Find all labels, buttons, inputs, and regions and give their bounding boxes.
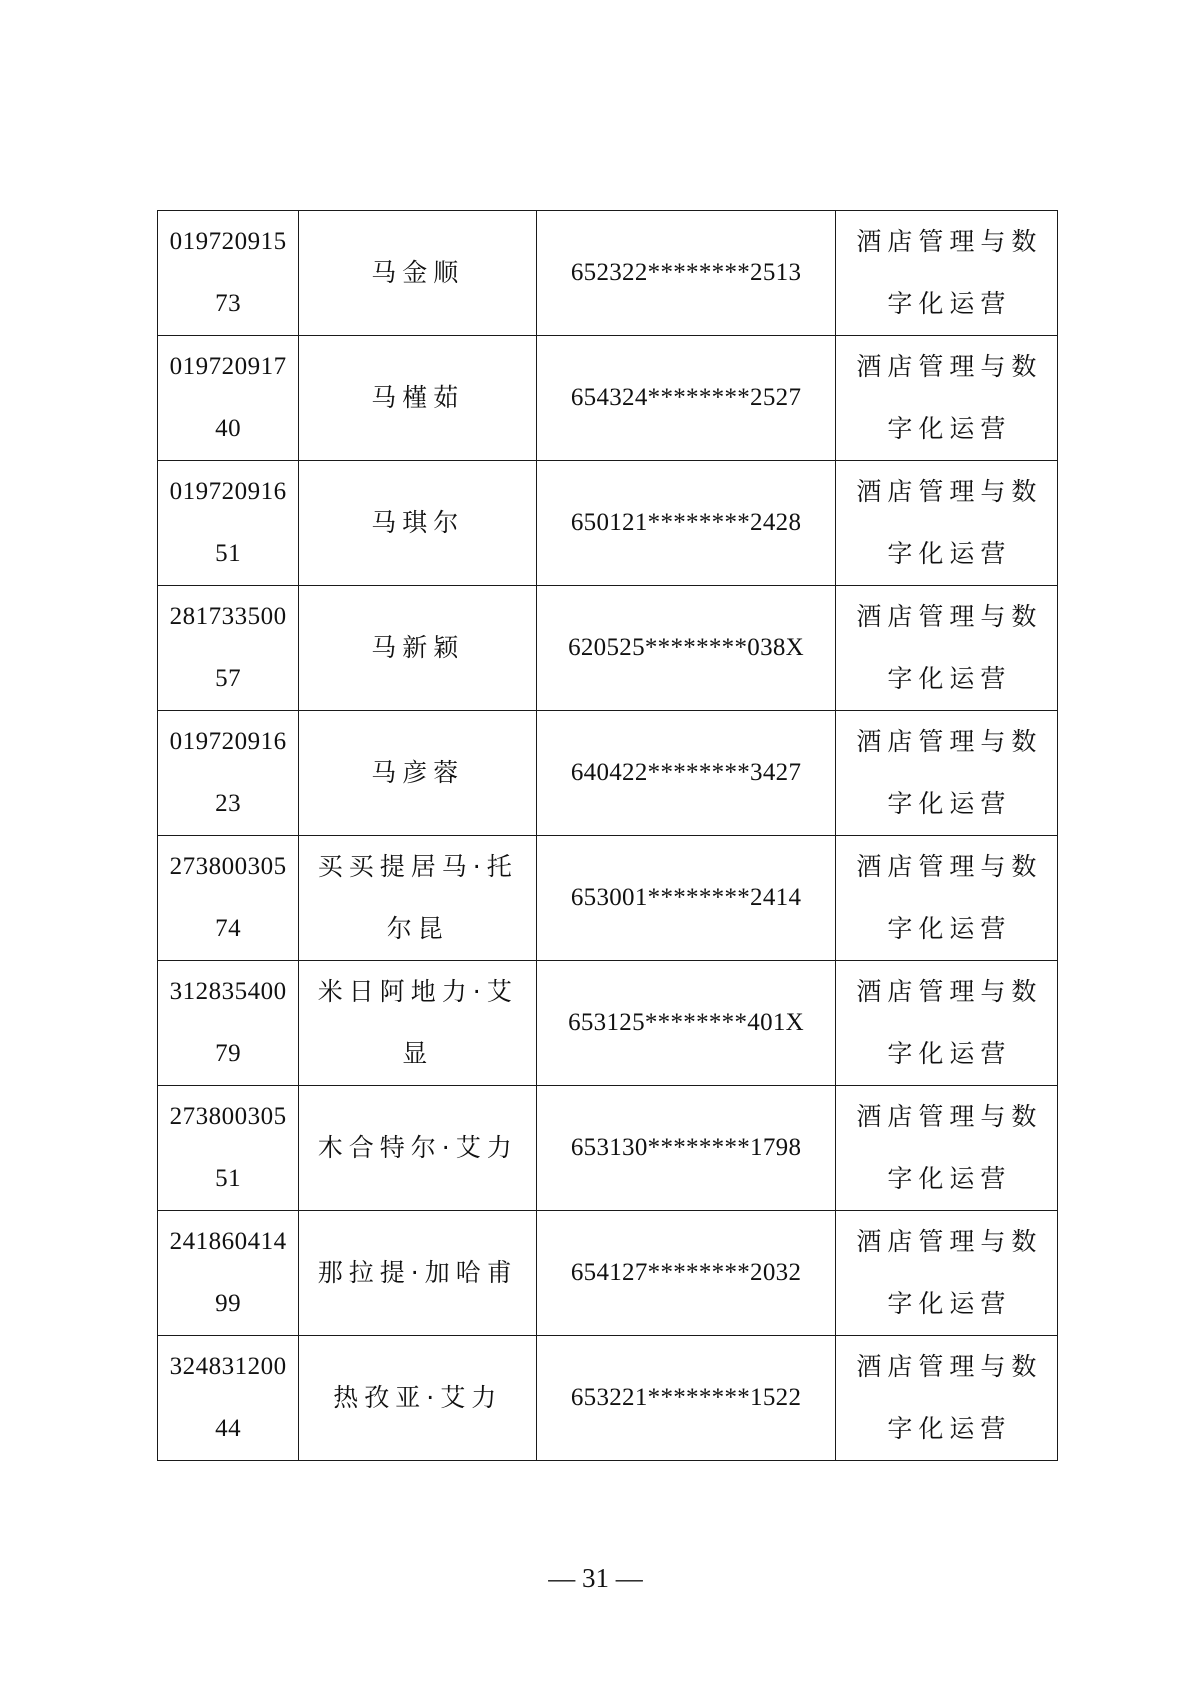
major-cell xyxy=(835,961,1057,1086)
exam-number-cell xyxy=(158,211,299,336)
student-name: 热孜亚·艾力 xyxy=(333,1383,503,1412)
major-cell xyxy=(835,586,1057,711)
student-name: 那拉提·加哈甫 xyxy=(317,1258,518,1287)
id-number: 654127********2032 xyxy=(570,1259,802,1286)
exam-number-cell xyxy=(158,1336,299,1461)
major-name: 酒店管理与数字化运营 xyxy=(856,227,1043,318)
name-cell xyxy=(299,586,537,711)
major-name: 酒店管理与数字化运营 xyxy=(856,727,1043,818)
major-cell xyxy=(835,711,1057,836)
exam-number: 01972091651 xyxy=(169,478,287,567)
roster-table-body xyxy=(158,211,1058,1461)
table-row xyxy=(158,1086,1058,1211)
major-name: 酒店管理与数字化运营 xyxy=(856,602,1043,693)
id-number-cell xyxy=(537,336,835,461)
major-name: 酒店管理与数字化运营 xyxy=(856,1227,1043,1318)
page-number: — 31 — xyxy=(548,1563,643,1593)
major-name: 酒店管理与数字化运营 xyxy=(856,1102,1043,1193)
student-name: 木合特尔·艾力 xyxy=(317,1133,518,1162)
name-cell xyxy=(299,461,537,586)
id-number: 653130********1798 xyxy=(570,1134,802,1161)
exam-number-cell xyxy=(158,336,299,461)
student-name: 马新颖 xyxy=(371,633,465,662)
exam-number-cell xyxy=(158,1086,299,1211)
exam-number-cell xyxy=(158,461,299,586)
student-name: 马槿茹 xyxy=(371,383,465,412)
major-name: 酒店管理与数字化运营 xyxy=(856,977,1043,1068)
exam-number: 01972091740 xyxy=(169,353,287,442)
major-cell xyxy=(835,1211,1057,1336)
id-number-cell xyxy=(537,586,835,711)
major-name: 酒店管理与数字化运营 xyxy=(856,352,1043,443)
major-name: 酒店管理与数字化运营 xyxy=(856,1352,1043,1443)
exam-number-cell xyxy=(158,1211,299,1336)
id-number-cell xyxy=(537,961,835,1086)
table-row xyxy=(158,711,1058,836)
name-cell xyxy=(299,961,537,1086)
name-cell xyxy=(299,336,537,461)
exam-number: 31283540079 xyxy=(169,978,287,1067)
exam-number: 01972091623 xyxy=(169,728,287,817)
major-cell xyxy=(835,1086,1057,1211)
name-cell xyxy=(299,1086,537,1211)
id-number-cell xyxy=(537,1086,835,1211)
major-cell xyxy=(835,1336,1057,1461)
student-name: 买买提居马·托尔昆 xyxy=(317,852,518,943)
table-row xyxy=(158,586,1058,711)
id-number: 650121********2428 xyxy=(570,509,802,536)
exam-number: 24186041499 xyxy=(169,1228,287,1317)
exam-number: 27380030574 xyxy=(169,853,287,942)
major-cell xyxy=(835,836,1057,961)
major-cell xyxy=(835,211,1057,336)
table-row xyxy=(158,961,1058,1086)
student-name: 马彦蓉 xyxy=(371,758,465,787)
exam-number-cell xyxy=(158,836,299,961)
table-row xyxy=(158,1211,1058,1336)
id-number: 654324********2527 xyxy=(570,384,802,411)
id-number-cell xyxy=(537,211,835,336)
id-number: 653001********2414 xyxy=(570,884,802,911)
exam-number-cell xyxy=(158,961,299,1086)
id-number: 620525********038X xyxy=(568,634,805,661)
table-row xyxy=(158,836,1058,961)
name-cell xyxy=(299,1336,537,1461)
name-cell xyxy=(299,1211,537,1336)
table-row xyxy=(158,336,1058,461)
student-name: 马琪尔 xyxy=(371,508,465,537)
table-row xyxy=(158,461,1058,586)
exam-number: 32483120044 xyxy=(169,1353,287,1442)
exam-number: 27380030551 xyxy=(169,1103,287,1192)
id-number: 653221********1522 xyxy=(570,1384,802,1411)
major-cell xyxy=(835,336,1057,461)
major-name: 酒店管理与数字化运营 xyxy=(856,477,1043,568)
major-cell xyxy=(835,461,1057,586)
exam-number-cell xyxy=(158,586,299,711)
id-number-cell xyxy=(537,461,835,586)
id-number-cell xyxy=(537,1211,835,1336)
id-number-cell xyxy=(537,711,835,836)
student-name: 马金顺 xyxy=(371,258,465,287)
name-cell xyxy=(299,711,537,836)
id-number-cell xyxy=(537,1336,835,1461)
exam-number-cell xyxy=(158,711,299,836)
id-number: 640422********3427 xyxy=(570,759,802,786)
roster-table xyxy=(157,210,1058,1461)
name-cell xyxy=(299,836,537,961)
major-name: 酒店管理与数字化运营 xyxy=(856,852,1043,943)
student-name: 米日阿地力·艾显 xyxy=(317,977,518,1068)
id-number: 652322********2513 xyxy=(570,259,802,286)
id-number: 653125********401X xyxy=(568,1009,805,1036)
name-cell xyxy=(299,211,537,336)
table-row xyxy=(158,211,1058,336)
exam-number: 28173350057 xyxy=(169,603,287,692)
id-number-cell xyxy=(537,836,835,961)
exam-number: 01972091573 xyxy=(169,228,287,317)
table-row xyxy=(158,1336,1058,1461)
